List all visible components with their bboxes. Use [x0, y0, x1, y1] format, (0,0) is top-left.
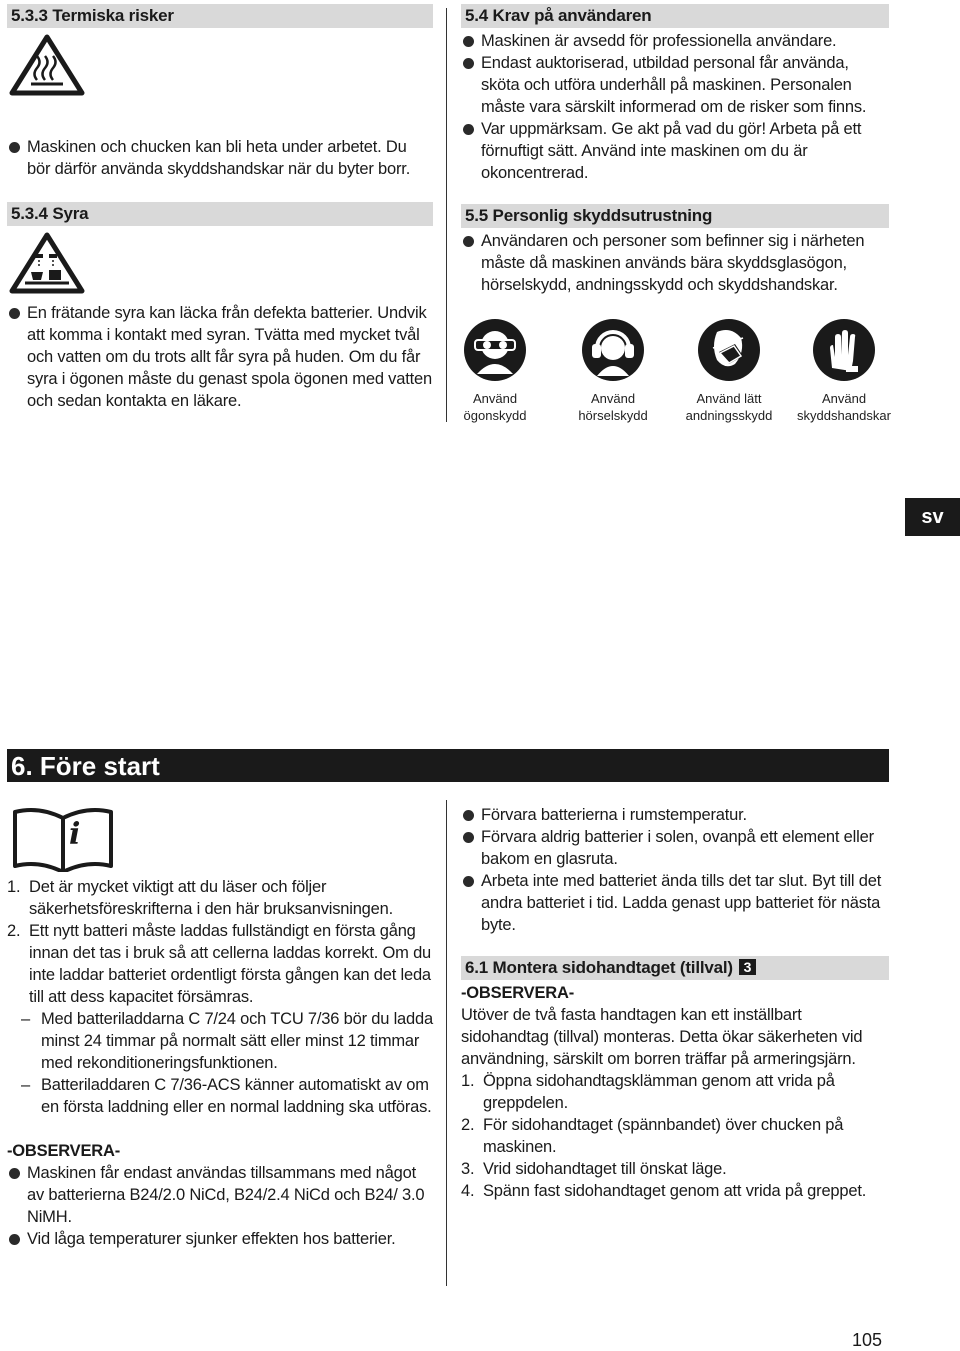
read-manual-icon-letter: i	[69, 817, 81, 852]
ppe-ear	[573, 318, 653, 424]
step-1: 1. Öppna sidohandtagsklämman genom att vrida på greppdelen.	[461, 1072, 835, 1112]
bullet-acid: En frätande syra kan läcka från defekta batterier. Undvik att komma i kontakt med syran. Tvätta med mycket tvål och vatten om du trots allt får syra på huden. Om du får syra i ögonen måste du genast spola ögonen med vatten och sedan kontakta en läkare.	[7, 302, 433, 412]
eye-protection-icon	[463, 318, 527, 382]
step-3: 3. Vrid sidohandtaget till önskat läge.	[461, 1160, 727, 1178]
battery-bullet-2: Förvara aldrig batterier i solen, ovanpå ett element eller bakom en glasruta.	[461, 826, 889, 870]
language-tab: sv	[905, 498, 960, 536]
figure-ref-badge: 3	[739, 959, 756, 975]
ppe-eye	[458, 318, 532, 424]
battery-bullet-3: Arbeta inte med batteriet ända tills det tar slut. Byt till det andra batteriet i tid. Ladda genast upp batteriet för nästa byte.	[461, 870, 889, 936]
ppe-ear-line2: hörselskydd	[578, 408, 648, 423]
right-column-bottom	[461, 804, 889, 1202]
bullet-thermal: Maskinen och chucken kan bli heta under arbetet. Du bör därför använda skyddshandskar när du byter borr.	[7, 136, 433, 180]
right-column-top	[461, 4, 889, 296]
ppe-eye-line2: ögonskydd	[463, 408, 527, 423]
bullet-user-1: Maskinen är avsedd för professionella användare.	[461, 30, 889, 52]
step-2: 2. För sidohandtaget (spännbandet) över chucken på maskinen.	[461, 1116, 844, 1156]
prestart-dash-1: – Med batteriladdarna C 7/24 och TCU 7/36 bör du ladda minst 24 timmar på normalt sätt eller minst 12 timmar med rekonditioneringsfunktionen.	[21, 1010, 433, 1072]
ppe-mask-line1: Använd lätt	[696, 391, 762, 406]
ppe-mask-line2: andningsskydd	[685, 408, 773, 423]
prestart-item-1: 1. Det är mycket viktigt att du läser och följer säkerhetsföreskrifterna i den här bruksanvisningen.	[7, 878, 393, 918]
heading-5-3-3: 5.3.3 Termiska risker	[7, 4, 433, 28]
note-bullet-1: Maskinen får endast användas tillsammans med något av batterierna B24/2.0 NiCd, B24/2.4 NiCd och B24/ 3.0 NiMH.	[7, 1162, 433, 1228]
ppe-eye-line1: Använd	[472, 391, 518, 406]
protective-gloves-icon	[812, 318, 876, 382]
chapter-title-bar: 6. Före start	[7, 749, 889, 782]
heading-6-1: 6.1 Montera sidohandtaget (tillval) 3	[461, 956, 889, 980]
left-column-bottom	[7, 806, 433, 1250]
column-divider-top	[446, 8, 447, 422]
corrosive-warning-icon	[9, 232, 433, 294]
prestart-dash-2: – Batteriladdaren C 7/36-ACS känner automatiskt av om en första laddning eller en normal laddning ska utföras.	[21, 1076, 432, 1116]
page-number: 105	[852, 1330, 883, 1350]
note-label-left: -OBSERVERA-	[7, 1142, 121, 1160]
ppe-gloves	[796, 318, 892, 424]
bullet-user-3: Var uppmärksam. Ge akt på vad du gör! Arbeta på ett förnuftigt sätt. Använd inte maskinen om du är okoncentrerad.	[461, 118, 889, 184]
ppe-mask	[684, 318, 774, 424]
ppe-gloves-line2: skyddshandskar	[797, 408, 891, 423]
bullet-user-2: Endast auktoriserad, utbildad personal får använda, sköta och utföra underhåll på maskinen. Personalen måste vara särskilt informerad om de risker som finns.	[461, 52, 889, 118]
note-bullet-2: Vid låga temperaturer sjunker effekten hos batterier.	[7, 1228, 433, 1250]
heading-5-3-4: 5.3.4 Syra	[7, 202, 433, 226]
heading-5-4: 5.4 Krav på användaren	[461, 4, 889, 28]
bullet-ppe: Användaren och personer som befinner sig i närheten måste då maskinen används bära skyddsglasögon, hörselskydd, andningsskydd och skyddshandskar.	[461, 230, 889, 296]
ppe-gloves-line1: Använd	[821, 391, 867, 406]
column-divider-bottom	[446, 800, 447, 1286]
ear-protection-icon	[581, 318, 645, 382]
side-handle-note: Utöver de två fasta handtagen kan ett inställbart sidohandtag (tillval) monteras. Detta ökar säkerheten vid användning, särskilt om borren träffar på armeringsjärn.	[461, 1006, 863, 1068]
hot-surface-warning-icon	[9, 34, 433, 96]
note-label-right: -OBSERVERA-	[461, 984, 575, 1002]
respiratory-mask-icon	[697, 318, 761, 382]
heading-5-5: 5.5 Personlig skyddsutrustning	[461, 204, 889, 228]
left-column-top	[7, 4, 433, 412]
read-manual-icon	[11, 806, 433, 876]
ppe-ear-line1: Använd	[590, 391, 636, 406]
battery-bullet-1: Förvara batterierna i rumstemperatur.	[461, 804, 889, 826]
prestart-item-2: 2. Ett nytt batteri måste laddas fullständigt en första gång innan det tas i bruk så att cellerna laddas korrekt. Om du inte laddar batteriet ordentligt första gången kan det leda till att dess kapacitet försämras.	[7, 922, 432, 1006]
step-4: 4. Spänn fast sidohandtaget genom att vrida på greppet.	[461, 1182, 867, 1200]
